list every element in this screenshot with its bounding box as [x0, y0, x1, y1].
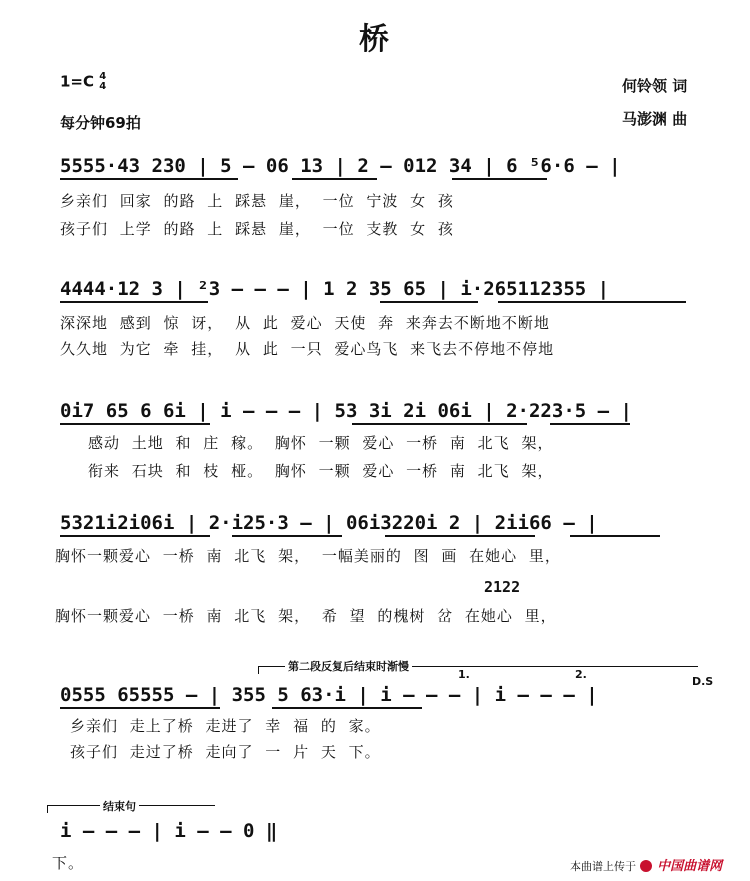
time-signature: 4 4 — [99, 71, 107, 92]
notation-row-5: 0555 65555 – | 355 5 63·i | i – – – | i – – – | — [60, 684, 598, 706]
lyrics-row-4-verse-1: 胸怀一颗爱心 一桥 南 北飞 架， 一幅美丽的 图 画 在她心 里， — [55, 547, 561, 565]
dal-segno: D.S — [692, 675, 714, 688]
composer: 马澎渊 曲 — [622, 110, 688, 128]
site-logo: 中国曲谱网 — [640, 855, 722, 874]
notation-row-4: 5321i2i06i | 2·i25·3 – | 06i3220i 2 | 2ii66 – | — [60, 512, 598, 534]
volta-1: 1. — [458, 668, 470, 681]
lyrics-row-6: 下。 — [52, 854, 85, 872]
lyrics-row-3-verse-2: 衔来 石块 和 枝 桠。 胸怀 一颗 爱心 一桥 南 北飞 架， — [88, 462, 554, 480]
ornament-notes: 2122 — [484, 578, 521, 596]
lyrics-row-5-verse-2: 孩子们 走过了桥 走向了 一 片 天 下。 — [70, 743, 381, 761]
lyrics-row-1-verse-1: 乡亲们 回家 的路 上 踩悬 崖， 一位 宁波 女 孩 — [60, 192, 454, 210]
logo-icon — [640, 860, 652, 872]
footer-upload-text: 本曲谱上传于 — [570, 860, 636, 873]
ritardando-bracket-label: 第二段反复后结束时渐慢 — [285, 658, 412, 674]
lyrics-row-5-verse-1: 乡亲们 走上了桥 走进了 幸 福 的 家。 — [70, 717, 381, 735]
key-label: 1=C — [60, 72, 95, 91]
tempo-marking: 每分钟69拍 — [60, 114, 141, 132]
notation-row-1: 5555·43 230 | 5 – 06 13 | 2 – 012 34 | 6 ⁵6·6 – | — [60, 155, 621, 177]
lyricist: 何铃领 词 — [622, 77, 688, 95]
lyrics-row-1-verse-2: 孩子们 上学 的路 上 踩悬 崖， 一位 支教 女 孩 — [60, 220, 454, 238]
lyrics-row-4-verse-2: 胸怀一颗爱心 一桥 南 北飞 架， 希 望 的槐树 岔 在她心 里， — [55, 607, 557, 625]
lyrics-row-3-verse-1: 感动 土地 和 庄 稼。 胸怀 一颗 爱心 一桥 南 北飞 架， — [88, 434, 554, 452]
volta-2: 2. — [575, 668, 587, 681]
notation-row-6: i – – – | i – – 0 ‖ — [60, 820, 278, 842]
notation-row-3: 0i7 65 6 6i | i – – – | 53 3i 2i 06i | 2·223·5 – | — [60, 400, 632, 422]
lyrics-row-2-verse-1: 深深地 感到 惊 讶， 从 此 爱心 天使 奔 来奔去不断地不断地 — [60, 314, 550, 332]
lyrics-row-2-verse-2: 久久地 为它 牵 挂， 从 此 一只 爱心鸟飞 来飞去不停地不停地 — [60, 340, 555, 358]
key-signature — [60, 72, 106, 92]
notation-row-2: 4444·12 3 | ²3 – – – | 1 2 35 65 | i·265112355 | — [60, 278, 610, 300]
ending-bracket-label: 结束句 — [100, 798, 139, 814]
page-title: 桥 — [359, 22, 391, 57]
